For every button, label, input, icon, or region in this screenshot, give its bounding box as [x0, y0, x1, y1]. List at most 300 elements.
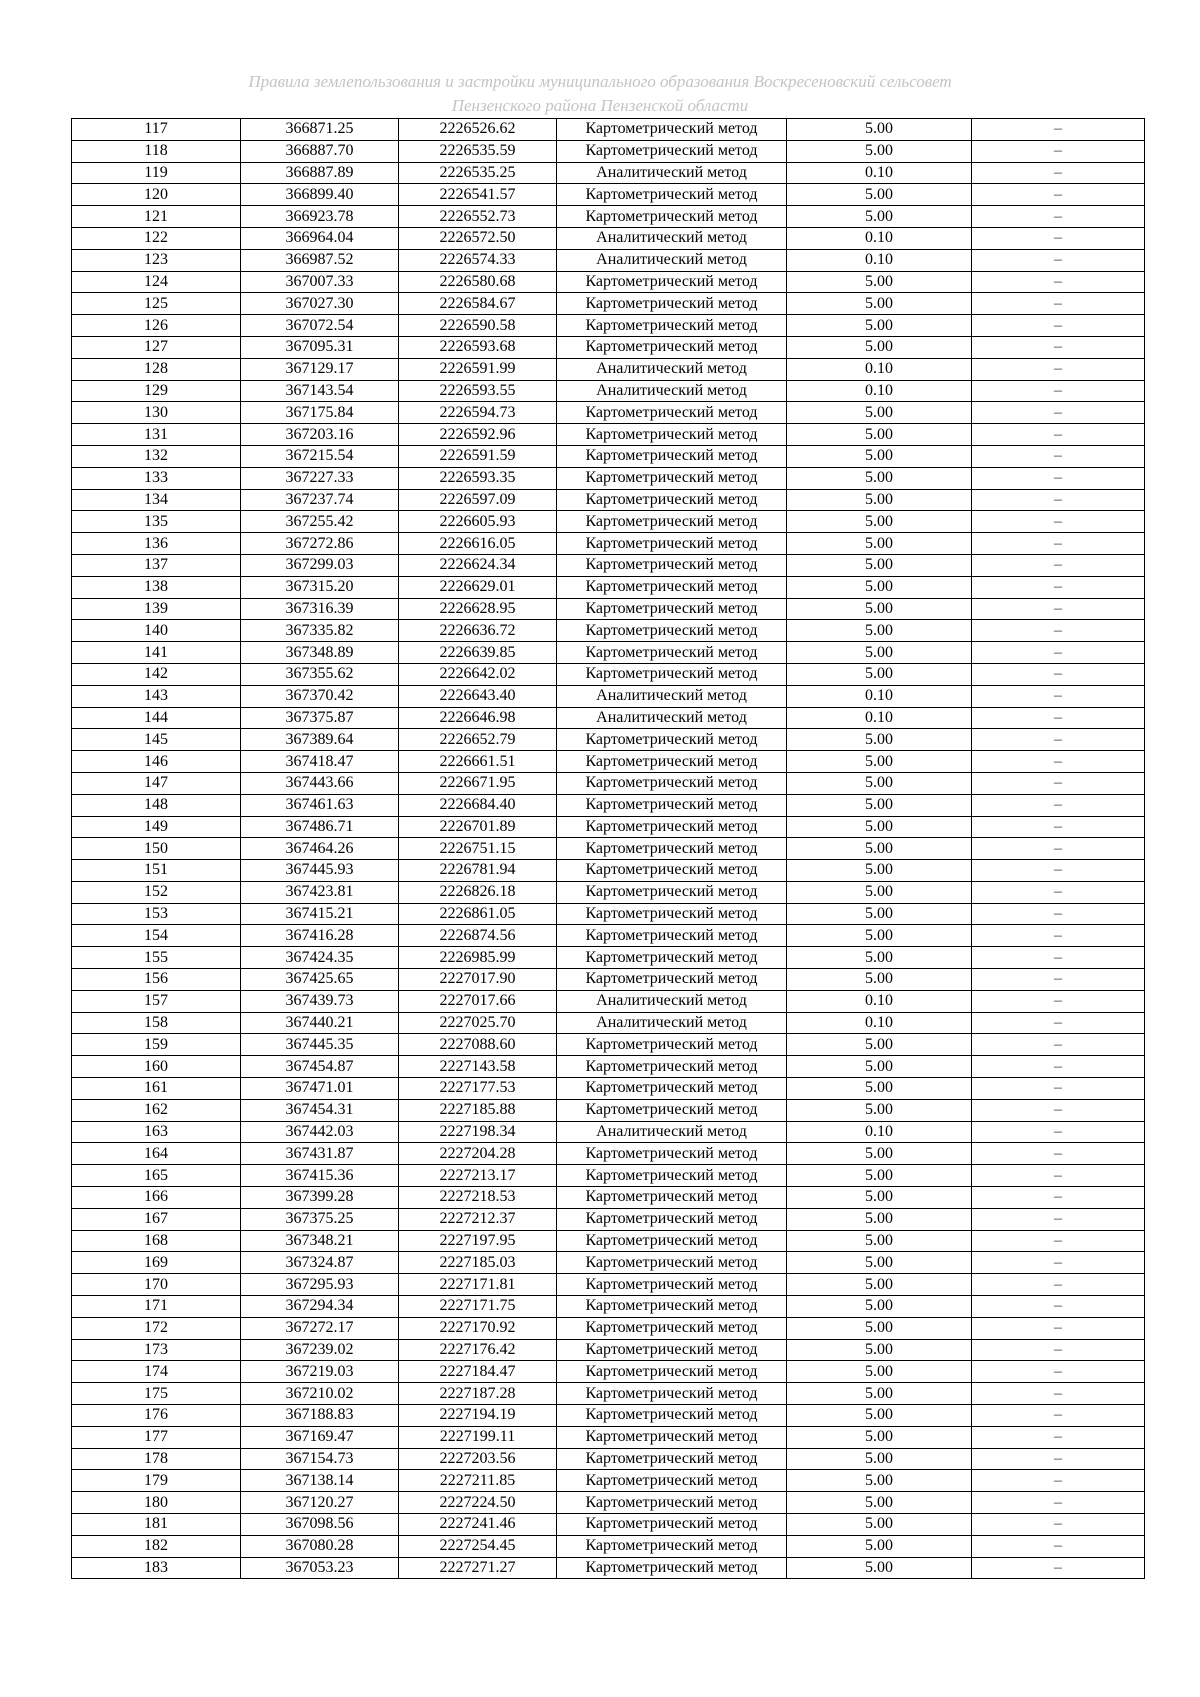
x-coordinate-cell: 367129.17 — [241, 358, 399, 380]
point-number-cell: 133 — [72, 467, 241, 489]
method-cell: Аналитический метод — [557, 162, 787, 184]
note-cell: – — [972, 358, 1145, 380]
y-coordinate-cell: 2227204.28 — [399, 1143, 557, 1165]
point-number-cell: 173 — [72, 1339, 241, 1361]
accuracy-cell: 5.00 — [787, 1492, 972, 1514]
point-number-cell: 149 — [72, 816, 241, 838]
y-coordinate-cell: 2227177.53 — [399, 1078, 557, 1100]
x-coordinate-cell: 367324.87 — [241, 1252, 399, 1274]
coordinates-table-body — [72, 119, 1145, 1579]
y-coordinate-cell: 2226636.72 — [399, 620, 557, 642]
x-coordinate-cell: 367439.73 — [241, 990, 399, 1012]
header-line-2: Пензенского района Пензенской области — [451, 96, 749, 115]
x-coordinate-cell: 367098.56 — [241, 1514, 399, 1536]
x-coordinate-cell: 367431.87 — [241, 1143, 399, 1165]
x-coordinate-cell: 367445.93 — [241, 860, 399, 882]
note-cell: – — [972, 1405, 1145, 1427]
note-cell: – — [972, 1317, 1145, 1339]
y-coordinate-cell: 2227143.58 — [399, 1056, 557, 1078]
y-coordinate-cell: 2226826.18 — [399, 881, 557, 903]
table-row — [72, 1492, 1145, 1514]
note-cell: – — [972, 729, 1145, 751]
point-number-cell: 152 — [72, 881, 241, 903]
point-number-cell: 172 — [72, 1317, 241, 1339]
x-coordinate-cell: 367454.31 — [241, 1099, 399, 1121]
y-coordinate-cell: 2226541.57 — [399, 184, 557, 206]
table-row — [72, 925, 1145, 947]
y-coordinate-cell: 2227198.34 — [399, 1121, 557, 1143]
table-row — [72, 467, 1145, 489]
y-coordinate-cell: 2226592.96 — [399, 424, 557, 446]
y-coordinate-cell: 2227171.75 — [399, 1296, 557, 1318]
table-row — [72, 554, 1145, 576]
accuracy-cell: 5.00 — [787, 1274, 972, 1296]
x-coordinate-cell: 367442.03 — [241, 1121, 399, 1143]
x-coordinate-cell: 367440.21 — [241, 1012, 399, 1034]
method-cell: Картометрический метод — [557, 140, 787, 162]
y-coordinate-cell: 2227203.56 — [399, 1448, 557, 1470]
x-coordinate-cell: 367053.23 — [241, 1557, 399, 1579]
accuracy-cell: 5.00 — [787, 467, 972, 489]
note-cell: – — [972, 794, 1145, 816]
accuracy-cell: 5.00 — [787, 293, 972, 315]
table-row — [72, 1274, 1145, 1296]
accuracy-cell: 5.00 — [787, 620, 972, 642]
table-row — [72, 1078, 1145, 1100]
x-coordinate-cell: 367239.02 — [241, 1339, 399, 1361]
y-coordinate-cell: 2227199.11 — [399, 1426, 557, 1448]
point-number-cell: 153 — [72, 903, 241, 925]
note-cell: – — [972, 860, 1145, 882]
x-coordinate-cell: 367454.87 — [241, 1056, 399, 1078]
note-cell: – — [972, 990, 1145, 1012]
y-coordinate-cell: 2227088.60 — [399, 1034, 557, 1056]
method-cell: Картометрический метод — [557, 445, 787, 467]
note-cell: – — [972, 1034, 1145, 1056]
y-coordinate-cell: 2226526.62 — [399, 119, 557, 141]
point-number-cell: 178 — [72, 1448, 241, 1470]
table-row — [72, 1252, 1145, 1274]
point-number-cell: 169 — [72, 1252, 241, 1274]
accuracy-cell: 5.00 — [787, 1383, 972, 1405]
y-coordinate-cell: 2226594.73 — [399, 402, 557, 424]
method-cell: Картометрический метод — [557, 489, 787, 511]
accuracy-cell: 5.00 — [787, 1448, 972, 1470]
point-number-cell: 130 — [72, 402, 241, 424]
accuracy-cell: 5.00 — [787, 1535, 972, 1557]
point-number-cell: 143 — [72, 685, 241, 707]
table-row — [72, 119, 1145, 141]
y-coordinate-cell: 2226624.34 — [399, 554, 557, 576]
note-cell: – — [972, 424, 1145, 446]
table-row — [72, 1034, 1145, 1056]
method-cell: Картометрический метод — [557, 1470, 787, 1492]
point-number-cell: 125 — [72, 293, 241, 315]
y-coordinate-cell: 2227185.88 — [399, 1099, 557, 1121]
table-row — [72, 1121, 1145, 1143]
x-coordinate-cell: 367348.21 — [241, 1230, 399, 1252]
point-number-cell: 136 — [72, 533, 241, 555]
table-row — [72, 1514, 1145, 1536]
table-row — [72, 1012, 1145, 1034]
method-cell: Картометрический метод — [557, 925, 787, 947]
table-row — [72, 1230, 1145, 1252]
table-row — [72, 206, 1145, 228]
table-row — [72, 685, 1145, 707]
method-cell: Аналитический метод — [557, 707, 787, 729]
accuracy-cell: 5.00 — [787, 424, 972, 446]
x-coordinate-cell: 367389.64 — [241, 729, 399, 751]
table-row — [72, 772, 1145, 794]
method-cell: Картометрический метод — [557, 1296, 787, 1318]
method-cell: Картометрический метод — [557, 554, 787, 576]
point-number-cell: 151 — [72, 860, 241, 882]
point-number-cell: 127 — [72, 336, 241, 358]
method-cell: Картометрический метод — [557, 1426, 787, 1448]
table-row — [72, 358, 1145, 380]
method-cell: Картометрический метод — [557, 1492, 787, 1514]
table-row — [72, 533, 1145, 555]
accuracy-cell: 5.00 — [787, 1361, 972, 1383]
x-coordinate-cell: 367416.28 — [241, 925, 399, 947]
x-coordinate-cell: 367461.63 — [241, 794, 399, 816]
accuracy-cell: 0.10 — [787, 1121, 972, 1143]
y-coordinate-cell: 2226671.95 — [399, 772, 557, 794]
table-row — [72, 162, 1145, 184]
point-number-cell: 147 — [72, 772, 241, 794]
x-coordinate-cell: 367237.74 — [241, 489, 399, 511]
x-coordinate-cell: 367415.36 — [241, 1165, 399, 1187]
y-coordinate-cell: 2226639.85 — [399, 642, 557, 664]
table-row — [72, 1099, 1145, 1121]
y-coordinate-cell: 2227025.70 — [399, 1012, 557, 1034]
y-coordinate-cell: 2226985.99 — [399, 947, 557, 969]
table-row — [72, 424, 1145, 446]
method-cell: Картометрический метод — [557, 467, 787, 489]
method-cell: Картометрический метод — [557, 1252, 787, 1274]
method-cell: Аналитический метод — [557, 1121, 787, 1143]
accuracy-cell: 5.00 — [787, 1405, 972, 1427]
note-cell: – — [972, 1470, 1145, 1492]
note-cell: – — [972, 1187, 1145, 1209]
y-coordinate-cell: 2226751.15 — [399, 838, 557, 860]
x-coordinate-cell: 367370.42 — [241, 685, 399, 707]
table-row — [72, 947, 1145, 969]
table-row — [72, 402, 1145, 424]
method-cell: Картометрический метод — [557, 576, 787, 598]
y-coordinate-cell: 2226535.59 — [399, 140, 557, 162]
page-header — [0, 70, 1200, 118]
y-coordinate-cell: 2226701.89 — [399, 816, 557, 838]
point-number-cell: 135 — [72, 511, 241, 533]
x-coordinate-cell: 367315.20 — [241, 576, 399, 598]
accuracy-cell: 5.00 — [787, 1165, 972, 1187]
table-row — [72, 838, 1145, 860]
method-cell: Аналитический метод — [557, 227, 787, 249]
method-cell: Картометрический метод — [557, 424, 787, 446]
accuracy-cell: 5.00 — [787, 816, 972, 838]
point-number-cell: 166 — [72, 1187, 241, 1209]
x-coordinate-cell: 367375.25 — [241, 1208, 399, 1230]
note-cell: – — [972, 1426, 1145, 1448]
y-coordinate-cell: 2226643.40 — [399, 685, 557, 707]
point-number-cell: 119 — [72, 162, 241, 184]
x-coordinate-cell: 367348.89 — [241, 642, 399, 664]
point-number-cell: 148 — [72, 794, 241, 816]
accuracy-cell: 0.10 — [787, 249, 972, 271]
point-number-cell: 120 — [72, 184, 241, 206]
point-number-cell: 179 — [72, 1470, 241, 1492]
method-cell: Картометрический метод — [557, 119, 787, 141]
accuracy-cell: 5.00 — [787, 336, 972, 358]
x-coordinate-cell: 367299.03 — [241, 554, 399, 576]
point-number-cell: 162 — [72, 1099, 241, 1121]
accuracy-cell: 5.00 — [787, 947, 972, 969]
method-cell: Картометрический метод — [557, 293, 787, 315]
table-row — [72, 816, 1145, 838]
x-coordinate-cell: 367169.47 — [241, 1426, 399, 1448]
accuracy-cell: 0.10 — [787, 162, 972, 184]
y-coordinate-cell: 2226605.93 — [399, 511, 557, 533]
point-number-cell: 145 — [72, 729, 241, 751]
note-cell: – — [972, 1121, 1145, 1143]
note-cell: – — [972, 533, 1145, 555]
method-cell: Картометрический метод — [557, 838, 787, 860]
x-coordinate-cell: 367375.87 — [241, 707, 399, 729]
x-coordinate-cell: 367425.65 — [241, 969, 399, 991]
table-row — [72, 184, 1145, 206]
y-coordinate-cell: 2226591.99 — [399, 358, 557, 380]
method-cell: Картометрический метод — [557, 1078, 787, 1100]
table-row — [72, 1557, 1145, 1579]
accuracy-cell: 0.10 — [787, 990, 972, 1012]
y-coordinate-cell: 2226874.56 — [399, 925, 557, 947]
y-coordinate-cell: 2226590.58 — [399, 315, 557, 337]
note-cell: – — [972, 576, 1145, 598]
point-number-cell: 160 — [72, 1056, 241, 1078]
note-cell: – — [972, 1274, 1145, 1296]
method-cell: Картометрический метод — [557, 402, 787, 424]
accuracy-cell: 5.00 — [787, 271, 972, 293]
method-cell: Картометрический метод — [557, 881, 787, 903]
method-cell: Картометрический метод — [557, 533, 787, 555]
accuracy-cell: 0.10 — [787, 380, 972, 402]
note-cell: – — [972, 1143, 1145, 1165]
note-cell: – — [972, 1361, 1145, 1383]
point-number-cell: 175 — [72, 1383, 241, 1405]
table-row — [72, 1296, 1145, 1318]
accuracy-cell: 5.00 — [787, 1099, 972, 1121]
y-coordinate-cell: 2227241.46 — [399, 1514, 557, 1536]
y-coordinate-cell: 2226597.09 — [399, 489, 557, 511]
note-cell: – — [972, 642, 1145, 664]
point-number-cell: 117 — [72, 119, 241, 141]
table-row — [72, 1165, 1145, 1187]
table-row — [72, 1208, 1145, 1230]
accuracy-cell: 5.00 — [787, 772, 972, 794]
table-row — [72, 576, 1145, 598]
point-number-cell: 177 — [72, 1426, 241, 1448]
point-number-cell: 132 — [72, 445, 241, 467]
y-coordinate-cell: 2227184.47 — [399, 1361, 557, 1383]
note-cell: – — [972, 271, 1145, 293]
accuracy-cell: 5.00 — [787, 206, 972, 228]
accuracy-cell: 0.10 — [787, 707, 972, 729]
point-number-cell: 118 — [72, 140, 241, 162]
table-row — [72, 860, 1145, 882]
table-row — [72, 1143, 1145, 1165]
accuracy-cell: 5.00 — [787, 576, 972, 598]
point-number-cell: 176 — [72, 1405, 241, 1427]
y-coordinate-cell: 2227185.03 — [399, 1252, 557, 1274]
note-cell: – — [972, 315, 1145, 337]
accuracy-cell: 5.00 — [787, 1078, 972, 1100]
note-cell: – — [972, 1448, 1145, 1470]
y-coordinate-cell: 2227187.28 — [399, 1383, 557, 1405]
y-coordinate-cell: 2227197.95 — [399, 1230, 557, 1252]
method-cell: Аналитический метод — [557, 1012, 787, 1034]
x-coordinate-cell: 367418.47 — [241, 751, 399, 773]
method-cell: Картометрический метод — [557, 336, 787, 358]
note-cell: – — [972, 489, 1145, 511]
note-cell: – — [972, 293, 1145, 315]
note-cell: – — [972, 402, 1145, 424]
note-cell: – — [972, 838, 1145, 860]
y-coordinate-cell: 2227170.92 — [399, 1317, 557, 1339]
method-cell: Картометрический метод — [557, 1143, 787, 1165]
note-cell: – — [972, 1252, 1145, 1274]
point-number-cell: 123 — [72, 249, 241, 271]
table-row — [72, 293, 1145, 315]
x-coordinate-cell: 367080.28 — [241, 1535, 399, 1557]
accuracy-cell: 0.10 — [787, 685, 972, 707]
x-coordinate-cell: 367415.21 — [241, 903, 399, 925]
accuracy-cell: 5.00 — [787, 838, 972, 860]
x-coordinate-cell: 367219.03 — [241, 1361, 399, 1383]
accuracy-cell: 5.00 — [787, 1296, 972, 1318]
x-coordinate-cell: 367138.14 — [241, 1470, 399, 1492]
accuracy-cell: 5.00 — [787, 1252, 972, 1274]
table-row — [72, 1317, 1145, 1339]
method-cell: Картометрический метод — [557, 1187, 787, 1209]
method-cell: Картометрический метод — [557, 1317, 787, 1339]
x-coordinate-cell: 367423.81 — [241, 881, 399, 903]
y-coordinate-cell: 2227213.17 — [399, 1165, 557, 1187]
x-coordinate-cell: 367007.33 — [241, 271, 399, 293]
y-coordinate-cell: 2226652.79 — [399, 729, 557, 751]
y-coordinate-cell: 2226584.67 — [399, 293, 557, 315]
note-cell: – — [972, 816, 1145, 838]
note-cell: – — [972, 772, 1145, 794]
accuracy-cell: 5.00 — [787, 1143, 972, 1165]
table-row — [72, 707, 1145, 729]
x-coordinate-cell: 367355.62 — [241, 663, 399, 685]
note-cell: – — [972, 620, 1145, 642]
note-cell: – — [972, 140, 1145, 162]
x-coordinate-cell: 367255.42 — [241, 511, 399, 533]
note-cell: – — [972, 1492, 1145, 1514]
note-cell: – — [972, 1383, 1145, 1405]
note-cell: – — [972, 380, 1145, 402]
table-row — [72, 1535, 1145, 1557]
method-cell: Аналитический метод — [557, 358, 787, 380]
x-coordinate-cell: 367154.73 — [241, 1448, 399, 1470]
method-cell: Картометрический метод — [557, 772, 787, 794]
table-row — [72, 794, 1145, 816]
method-cell: Картометрический метод — [557, 794, 787, 816]
accuracy-cell: 5.00 — [787, 881, 972, 903]
note-cell: – — [972, 947, 1145, 969]
y-coordinate-cell: 2226593.68 — [399, 336, 557, 358]
table-row — [72, 1361, 1145, 1383]
accuracy-cell: 5.00 — [787, 119, 972, 141]
method-cell: Картометрический метод — [557, 1165, 787, 1187]
point-number-cell: 141 — [72, 642, 241, 664]
point-number-cell: 139 — [72, 598, 241, 620]
method-cell: Картометрический метод — [557, 184, 787, 206]
note-cell: – — [972, 663, 1145, 685]
accuracy-cell: 5.00 — [787, 554, 972, 576]
table-row — [72, 729, 1145, 751]
y-coordinate-cell: 2226861.05 — [399, 903, 557, 925]
x-coordinate-cell: 367445.35 — [241, 1034, 399, 1056]
method-cell: Аналитический метод — [557, 249, 787, 271]
x-coordinate-cell: 367316.39 — [241, 598, 399, 620]
point-number-cell: 126 — [72, 315, 241, 337]
point-number-cell: 161 — [72, 1078, 241, 1100]
note-cell: – — [972, 119, 1145, 141]
point-number-cell: 168 — [72, 1230, 241, 1252]
point-number-cell: 183 — [72, 1557, 241, 1579]
x-coordinate-cell: 366964.04 — [241, 227, 399, 249]
y-coordinate-cell: 2226552.73 — [399, 206, 557, 228]
point-number-cell: 122 — [72, 227, 241, 249]
table-row — [72, 620, 1145, 642]
note-cell: – — [972, 1535, 1145, 1557]
method-cell: Картометрический метод — [557, 1099, 787, 1121]
table-row — [72, 881, 1145, 903]
note-cell: – — [972, 1078, 1145, 1100]
accuracy-cell: 5.00 — [787, 1034, 972, 1056]
point-number-cell: 142 — [72, 663, 241, 685]
note-cell: – — [972, 445, 1145, 467]
table-row — [72, 1470, 1145, 1492]
note-cell: – — [972, 511, 1145, 533]
x-coordinate-cell: 366871.25 — [241, 119, 399, 141]
note-cell: – — [972, 903, 1145, 925]
point-number-cell: 171 — [72, 1296, 241, 1318]
table-row — [72, 1426, 1145, 1448]
y-coordinate-cell: 2227224.50 — [399, 1492, 557, 1514]
method-cell: Картометрический метод — [557, 1448, 787, 1470]
point-number-cell: 157 — [72, 990, 241, 1012]
coordinates-table — [71, 118, 1145, 1579]
note-cell: – — [972, 1339, 1145, 1361]
accuracy-cell: 5.00 — [787, 642, 972, 664]
x-coordinate-cell: 366887.89 — [241, 162, 399, 184]
table-row — [72, 140, 1145, 162]
table-row — [72, 663, 1145, 685]
note-cell: – — [972, 467, 1145, 489]
x-coordinate-cell: 367471.01 — [241, 1078, 399, 1100]
table-row — [72, 489, 1145, 511]
table-row — [72, 1383, 1145, 1405]
method-cell: Картометрический метод — [557, 1557, 787, 1579]
method-cell: Картометрический метод — [557, 315, 787, 337]
accuracy-cell: 5.00 — [787, 729, 972, 751]
x-coordinate-cell: 367072.54 — [241, 315, 399, 337]
accuracy-cell: 5.00 — [787, 445, 972, 467]
